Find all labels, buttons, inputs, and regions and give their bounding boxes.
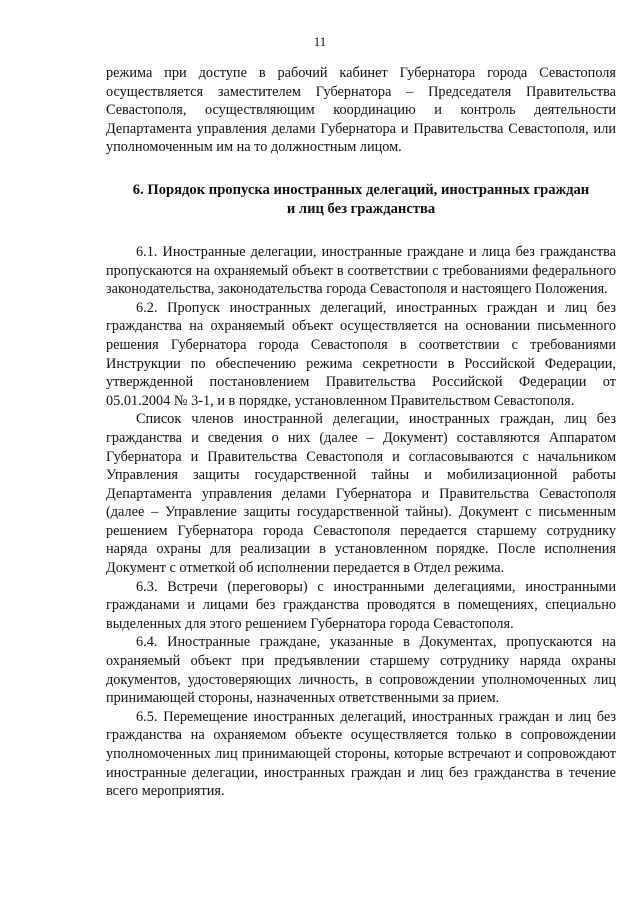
paragraph-list-of-members: Список членов иностранной делегации, иностранных граждан, лиц без гражданства и сведения о них (далее – Документ) составляются Аппаратом Губернатора и Правительства Севастополя и согласовываются с начальником Управления защиты государственной тайны и мобилизационной работы Департамента управления делами Губернатора и Правительства Севастополя (далее – Управление защиты государственной тайны). Документ с письменным решением Губернатора города Севастополя передается старшему сотруднику наряда охраны для реализации в установленном порядке. После исполнения Документ с отметкой об исполнении передается в Отдел режима.: [106, 411, 616, 577]
paragraph-6-3: 6.3. Встречи (переговоры) с иностранными делегациями, иностранными гражданами и лицами без гражданства проводятся в помещениях, специально выделенных для этого решением Губернатора города Севастополя.: [106, 578, 616, 632]
document-body: [106, 64, 616, 801]
section-heading-line-1: 6. Порядок пропуска иностранных делегаций, иностранных граждан: [132, 181, 590, 198]
paragraph-6-1: 6.1. Иностранные делегации, иностранные граждане и лица без гражданства пропускаются на охраняемый объект в соответствии с требованиями федерального законодательства, законодательства города Севастополя и настоящего Положения.: [106, 243, 616, 298]
paragraph-6-4: 6.4. Иностранные граждане, указанные в Документах, пропускаются на охраняемый объект при предъявлении старшему сотруднику наряда охраны документов, удостоверяющих личность, в сопровождении уполномоченных лиц принимающей стороны, назначенных ответственными за прием.: [106, 634, 616, 707]
paragraph-6-5: 6.5. Перемещение иностранных делегаций, иностранных граждан и лиц без гражданства на охраняемом объекте осуществляется только в сопровождении уполномоченных лиц принимающей стороны, которые встречают и сопровождают иностранные делегации, иностранных граждан и лиц без гражданства в течение всего мероприятия.: [106, 708, 616, 800]
intro-paragraph: режима при доступе в рабочий кабинет Губернатора города Севастополя осуществляется заместителем Губернатора – Председателя Правительства Севастополя, осуществляющим координацию и контроль деятельности Департамента управления делами Губернатора и Правительства Севастополя, или уполномоченным им на то должностным лицом.: [106, 65, 616, 156]
section-heading-line-2: и лиц без гражданства: [286, 200, 436, 217]
section-heading: [106, 181, 616, 219]
page-number: 11: [313, 34, 327, 49]
paragraph-6-2: 6.2. Пропуск иностранных делегаций, иностранных граждан и лиц без гражданства на охраняемый объект осуществляется на основании письменного решения Губернатора города Севастополя в соответствии с требованиями Инструкции по обеспечению режима секретности в Российской Федерации, утвержденной постановлением Правительства Российской Федерации от 05.01.2004 № 3-1, и в порядке, установленном Правительством Севастополя.: [106, 299, 616, 409]
